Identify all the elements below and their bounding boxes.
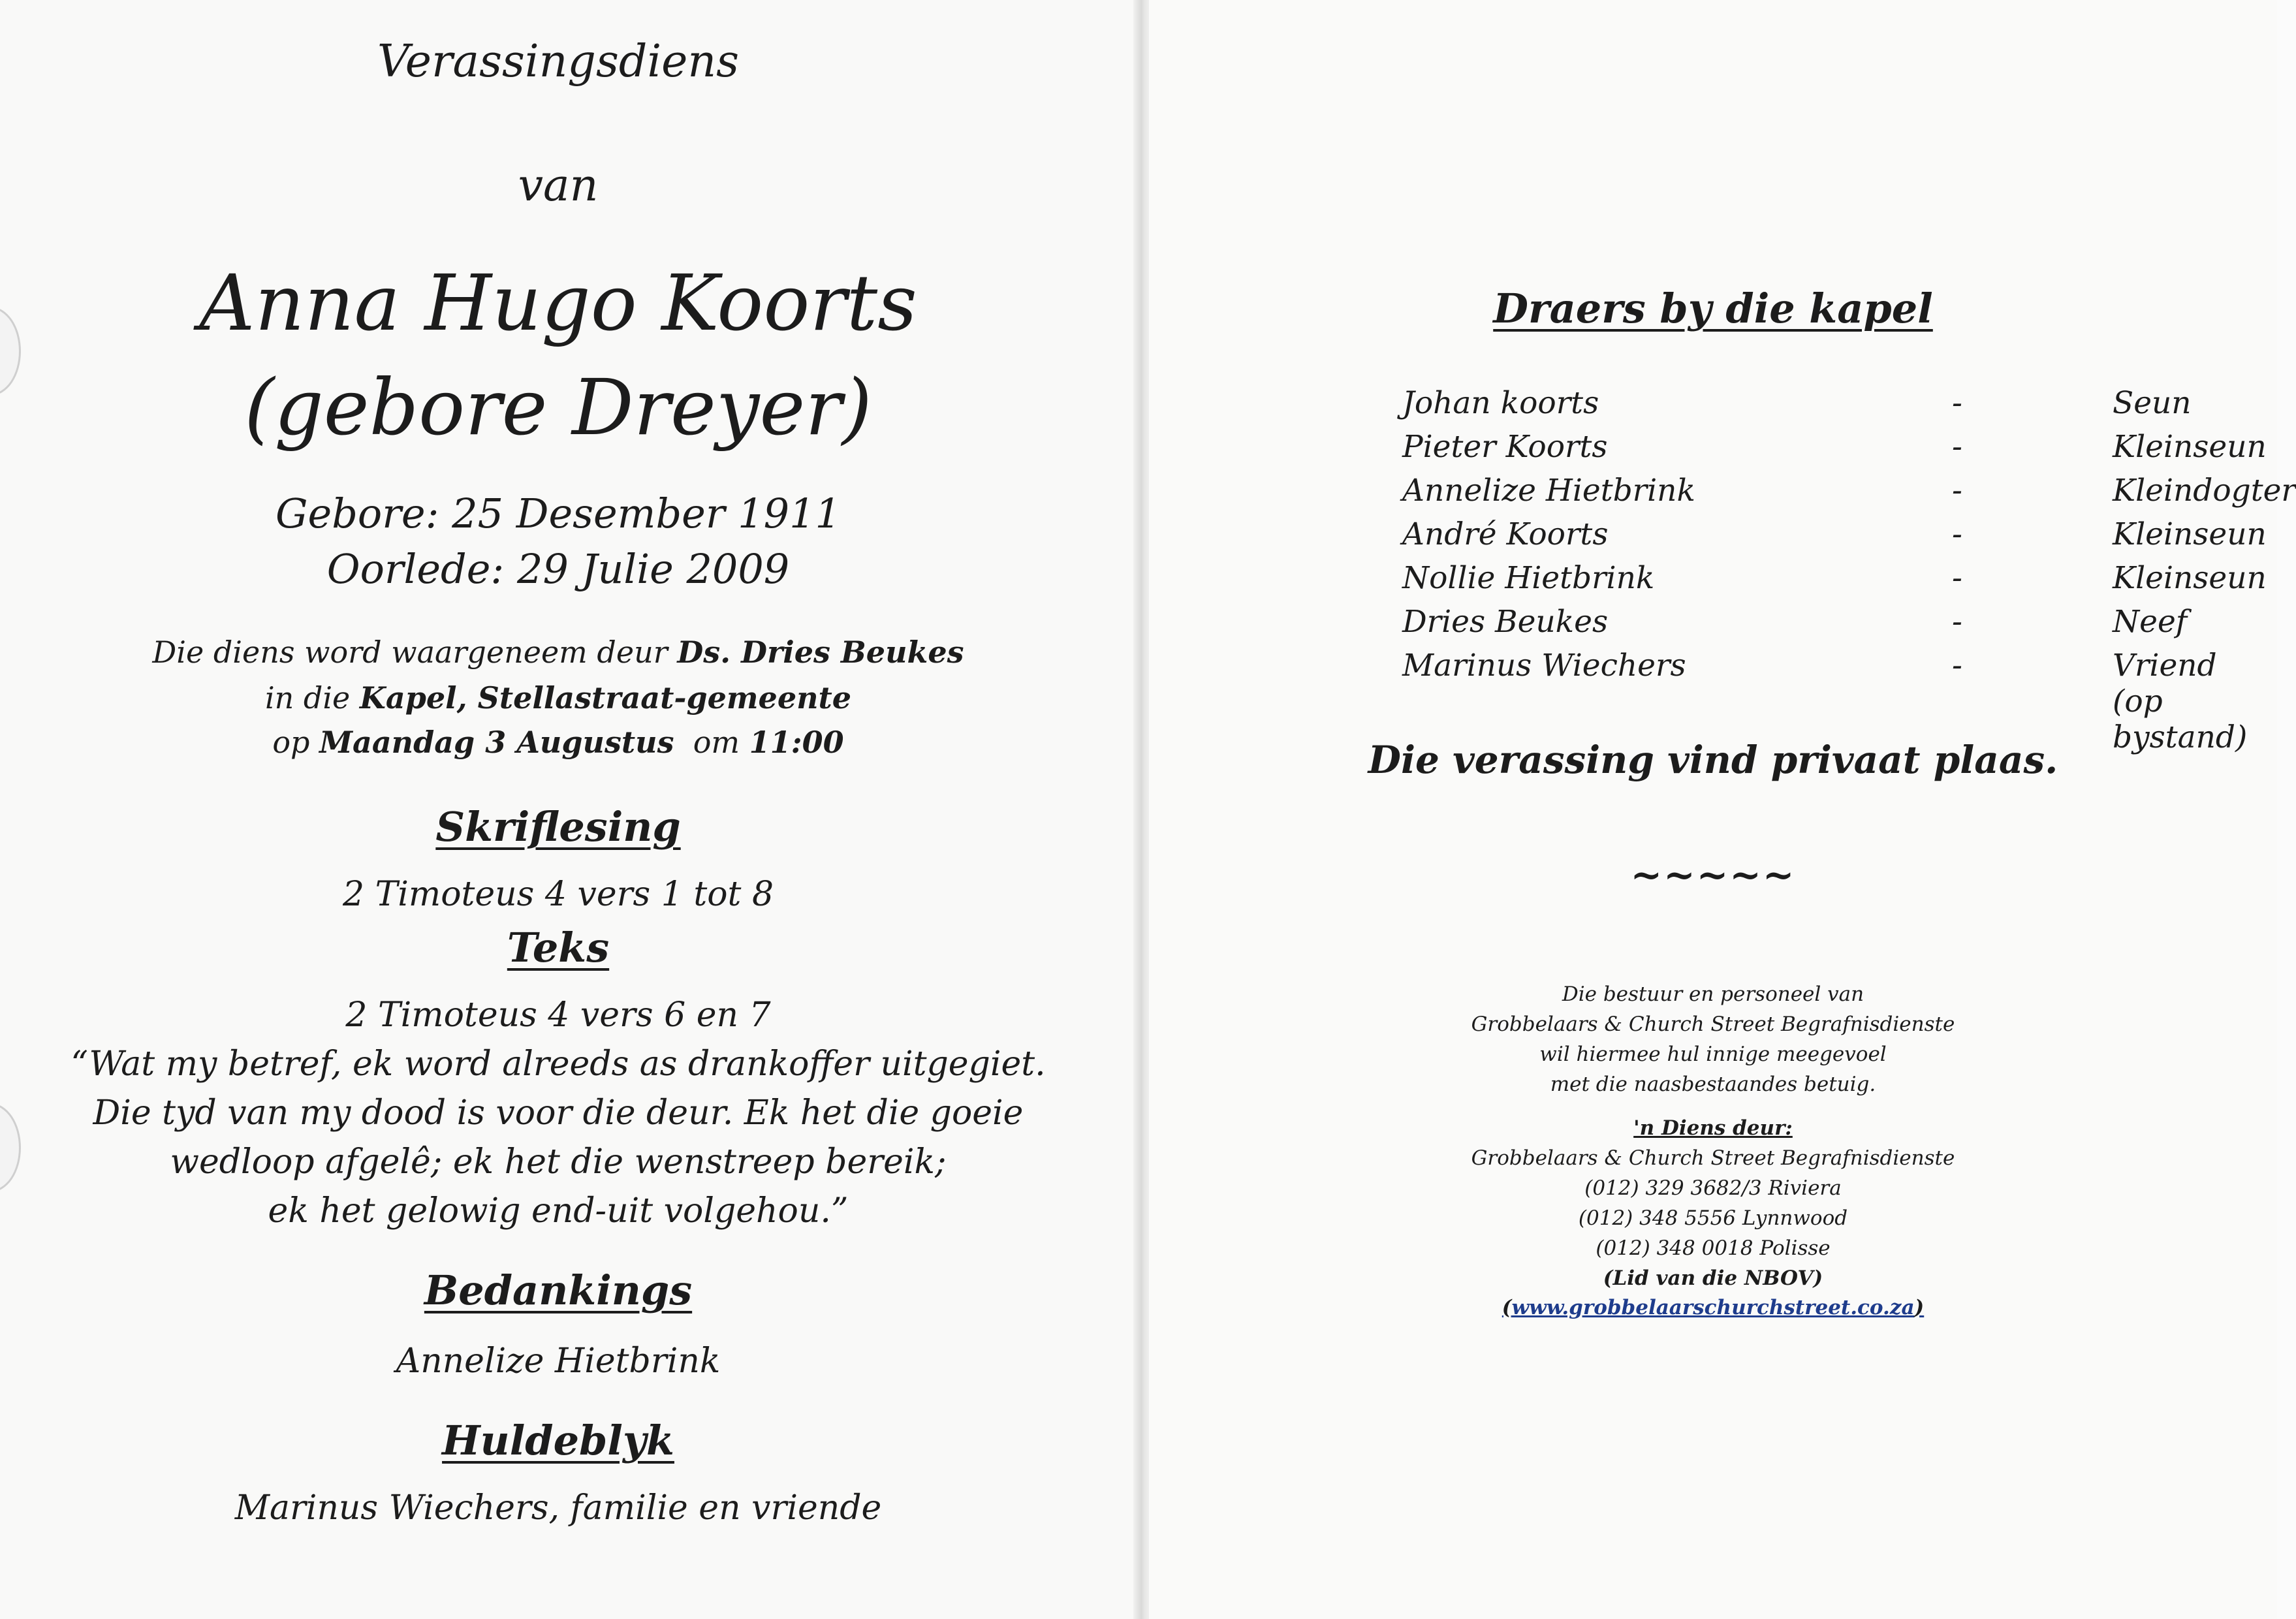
- bearer-name: Marinus Wiechers: [1402, 648, 1686, 684]
- bearer-dash: -: [1952, 385, 1962, 421]
- bearer-relation: Kleinseun: [2113, 560, 2267, 596]
- bearers-list: [1402, 385, 2296, 755]
- death-date: Oorlede: 29 Julie 2009: [326, 545, 790, 593]
- venue-line: in die Kapel, Stellastraat-gemeente: [264, 680, 852, 715]
- bearer-relation: Kleinseun: [2113, 516, 2267, 552]
- huldeblyk-text: Marinus Wiechers, familie en vriende: [234, 1488, 882, 1528]
- bearer-row: [1402, 560, 2267, 604]
- bearer-row: [1402, 429, 2267, 473]
- skriflesing-text: 2 Timoteus 4 vers 1 tot 8: [342, 875, 774, 914]
- verse-line: Die tyd van my dood is voor die deur. Ek het die goeie: [93, 1093, 1024, 1133]
- condolence-line: Die bestuur en personeel van: [1562, 982, 1864, 1006]
- huldeblyk-heading: Huldeblyk: [442, 1417, 674, 1464]
- officiant-line: Die diens word waargeneem deur Ds. Dries Beukes: [152, 635, 964, 670]
- bearer-relation: Kleinseun: [2113, 429, 2267, 465]
- private-cremation-notice: Die verassing vind privaat plaas.: [1368, 738, 2058, 782]
- service-by-label: 'n Diens deur:: [1633, 1116, 1793, 1140]
- date-time-line: op Maandag 3 Augustus om 11:00: [272, 725, 844, 760]
- bearer-dash: -: [1952, 604, 1962, 640]
- bearer-name: Pieter Koorts: [1402, 429, 1608, 465]
- maiden-name: (gebore Dreyer): [244, 362, 872, 452]
- bedankings-heading: Bedankings: [424, 1266, 693, 1314]
- bearer-name: Annelize Hietbrink: [1402, 473, 1695, 509]
- bearer-row: [1402, 516, 2267, 560]
- condolence-line: met die naasbestaandes betuig.: [1550, 1073, 1876, 1096]
- teks-heading: Teks: [507, 924, 610, 971]
- service-title: Verassingsdiens: [377, 36, 740, 87]
- membership-note: (Lid van die NBOV): [1603, 1266, 1823, 1290]
- bedankings-text: Annelize Hietbrink: [396, 1342, 721, 1381]
- bearer-relation: Kleindogter: [2113, 473, 2296, 509]
- verse-line: “Wat my betref, ek word alreeds as drankoffer uitgegiet.: [71, 1045, 1046, 1084]
- verse-line: wedloop afgelê; ek het die wenstreep bereik;: [170, 1142, 947, 1182]
- bearer-relation: Neef: [2113, 604, 2188, 640]
- bearer-name: Nollie Hietbrink: [1402, 560, 1655, 596]
- right-page: [1149, 0, 2296, 1619]
- skriflesing-heading: Skriflesing: [435, 803, 681, 851]
- bearer-row: [1402, 473, 2296, 516]
- birth-date: Gebore: 25 Desember 1911: [275, 490, 841, 537]
- bearer-dash: -: [1952, 560, 1962, 596]
- bearer-row: [1402, 604, 2251, 648]
- condolence-line: wil hiermee hul innige meegevoel: [1539, 1043, 1887, 1066]
- bearer-name: André Koorts: [1402, 516, 1609, 552]
- bearer-dash: -: [1952, 473, 1962, 509]
- company-name: Grobbelaars & Church Street Begrafnisdienste: [1471, 1146, 1955, 1170]
- bearer-dash: -: [1952, 516, 1962, 552]
- draers-heading: Draers by die kapel: [1493, 285, 1933, 332]
- phone-polisse: (012) 348 0018 Polisse: [1596, 1236, 1831, 1260]
- bearer-dash: -: [1952, 648, 1962, 684]
- deceased-name: Anna Hugo Koorts: [199, 258, 917, 348]
- website-line: (www.grobbelaarschurchstreet.co.za): [1502, 1296, 1925, 1319]
- bearer-dash: -: [1952, 429, 1962, 465]
- bearer-name: Johan koorts: [1402, 385, 1599, 421]
- bearer-relation: Vriend (op bystand): [2113, 648, 2248, 755]
- verse-line: ek het gelowig end-uit volgehou.”: [268, 1191, 849, 1231]
- bearer-row: [1402, 385, 2251, 429]
- website-link[interactable]: www.grobbelaarschurchstreet.co.za: [1511, 1296, 1915, 1319]
- left-page: [0, 0, 1136, 1619]
- tilde-divider: ~~~~~: [1630, 853, 1796, 897]
- title-van: van: [518, 160, 599, 212]
- condolence-line: Grobbelaars & Church Street Begrafnisdienste: [1471, 1013, 1955, 1036]
- phone-lynnwood: (012) 348 5556 Lynnwood: [1578, 1206, 1848, 1230]
- phone-riviera: (012) 329 3682/3 Riviera: [1584, 1176, 1842, 1200]
- teks-reference: 2 Timoteus 4 vers 6 en 7: [345, 996, 771, 1035]
- bearer-relation: Seun: [2113, 385, 2192, 421]
- bearer-name: Dries Beukes: [1402, 604, 1609, 640]
- bearer-row: [1402, 648, 2251, 755]
